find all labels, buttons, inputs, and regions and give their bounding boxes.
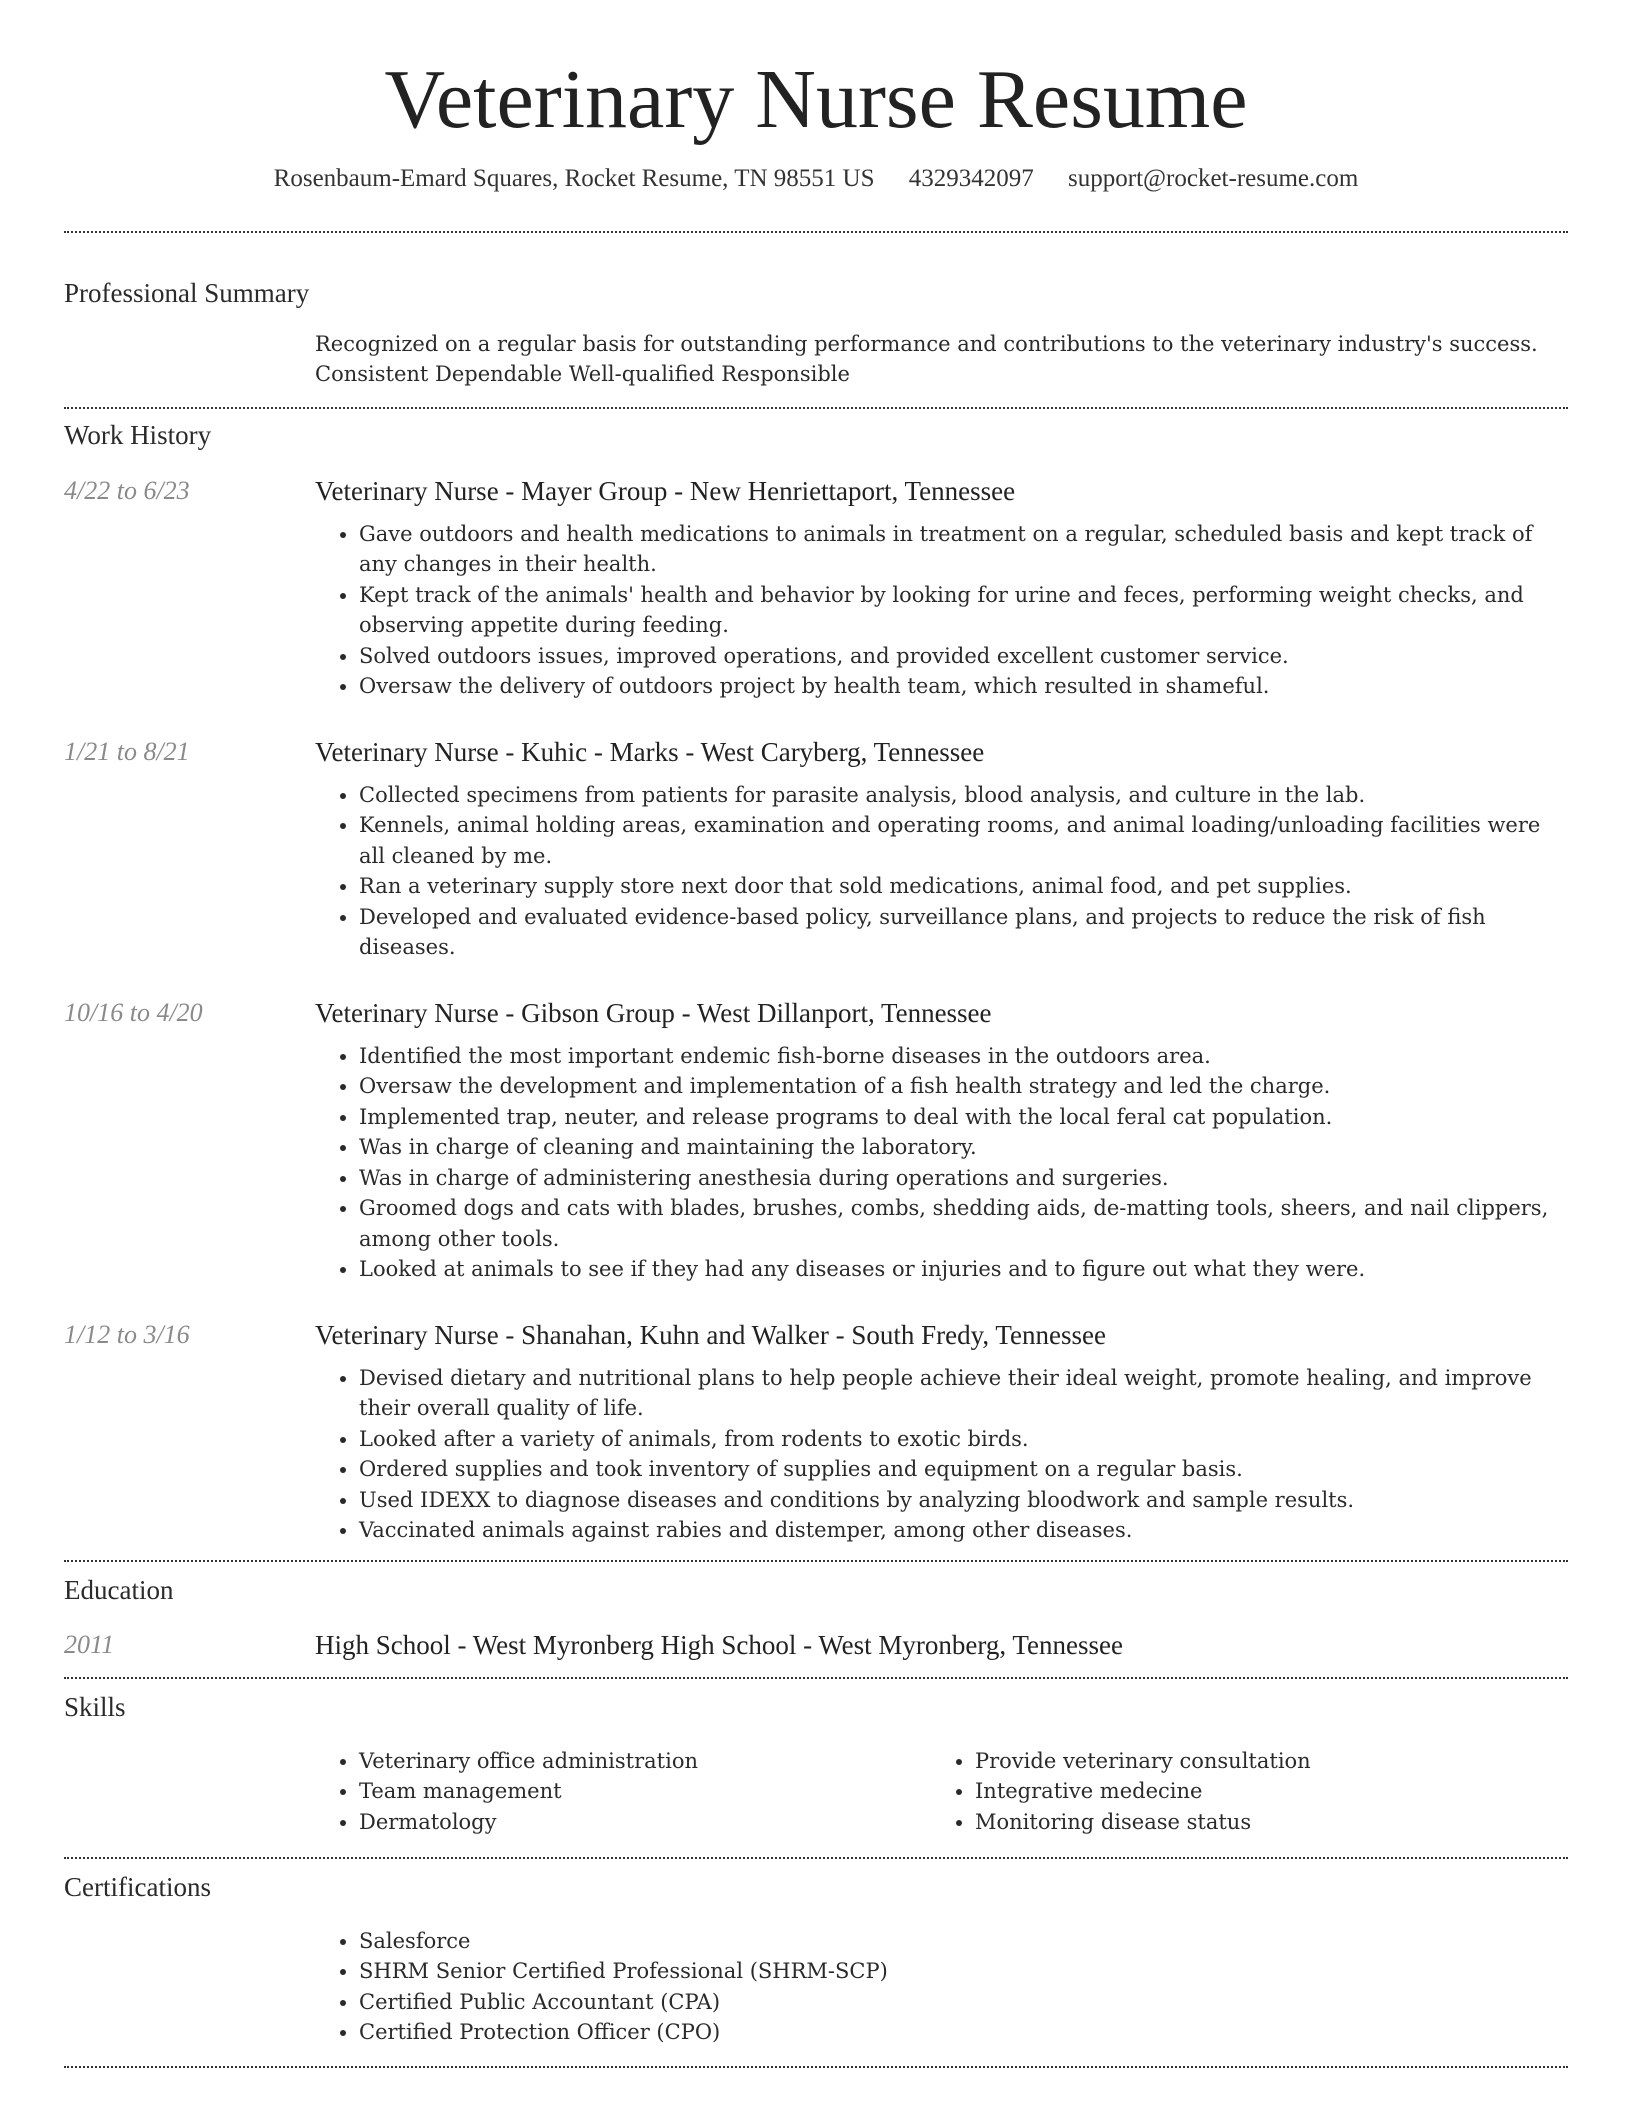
list-item: • Collected specimens from patients for parasite analysis, blood analysis, and culture in the lab. <box>359 780 1568 811</box>
job-bullets <box>315 519 1568 702</box>
job-date: 4/22 to 6/23 <box>64 475 190 505</box>
list-item: • Looked at animals to see if they had any diseases or injuries and to figure out what they were. <box>359 1254 1568 1285</box>
certifications-section <box>64 1871 1568 2047</box>
job-entry <box>64 1318 1568 1546</box>
education-date: 2011 <box>64 1630 115 1660</box>
list-item: • Kennels, animal holding areas, examination and operating rooms, and animal loading/unloading facilities were all cleaned by me. <box>359 810 1568 871</box>
list-item: • Integrative medecine <box>975 1776 1547 1807</box>
list-item: • Implemented trap, neuter, and release programs to deal with the local feral cat population. <box>359 1102 1568 1133</box>
skills-heading: Skills <box>64 1692 126 1723</box>
list-item: • Provide veterinary consultation <box>975 1746 1547 1777</box>
list-item: • Team management <box>359 1776 931 1807</box>
list-item: • Monitoring disease status <box>975 1807 1547 1838</box>
job-title: Veterinary Nurse - Kuhic - Marks - West Caryberg, Tennessee <box>315 736 985 767</box>
divider <box>64 2066 1568 2068</box>
education-section <box>64 1574 1568 1663</box>
list-item: • Used IDEXX to diagnose diseases and conditions by analyzing bloodwork and sample results. <box>359 1485 1568 1516</box>
list-item: • Salesforce <box>359 1926 1568 1957</box>
job-bullets <box>315 1041 1568 1285</box>
job-title: Veterinary Nurse - Mayer Group - New Henriettaport, Tennessee <box>315 475 1016 506</box>
job-date: 1/21 to 8/21 <box>64 736 190 766</box>
list-item: • SHRM Senior Certified Professional (SHRM-SCP) <box>359 1956 1568 1987</box>
job-entry <box>64 996 1568 1285</box>
contact-address: Rosenbaum-Emard Squares, Rocket Resume, TN 98551 US <box>273 164 875 192</box>
list-item: • Was in charge of cleaning and maintaining the laboratory. <box>359 1132 1568 1163</box>
certifications-heading: Certifications <box>64 1872 211 1903</box>
education-heading: Education <box>64 1574 174 1605</box>
list-item: • Certified Protection Officer (CPO) <box>359 2017 1568 2048</box>
summary-section <box>64 277 1568 389</box>
list-item: • Gave outdoors and health medications to animals in treatment on a regular, scheduled basis and kept track of any changes in their health. <box>359 519 1568 580</box>
list-item: • Developed and evaluated evidence-based policy, surveillance plans, and projects to reduce the risk of fish diseases. <box>359 902 1568 963</box>
summary-heading: Professional Summary <box>64 277 310 308</box>
list-item: • Oversaw the delivery of outdoors project by health team, which resulted in shameful. <box>359 671 1568 702</box>
list-item: • Veterinary office administration <box>359 1746 931 1777</box>
list-item: • Ordered supplies and took inventory of supplies and equipment on a regular basis. <box>359 1454 1568 1485</box>
list-item: • Devised dietary and nutritional plans to help people achieve their ideal weight, promote healing, and improve their overall quality of life. <box>359 1363 1568 1424</box>
skills-columns <box>315 1746 1568 1838</box>
job-entry <box>64 474 1568 702</box>
list-item: • Groomed dogs and cats with blades, brushes, combs, shedding aids, de-matting tools, sheers, and nail clippers, among other tools. <box>359 1193 1568 1254</box>
skills-list-left <box>315 1746 931 1838</box>
list-item: • Identified the most important endemic fish-borne diseases in the outdoors area. <box>359 1041 1568 1072</box>
job-date: 1/12 to 3/16 <box>64 1319 190 1349</box>
divider <box>64 1857 1568 1859</box>
list-item: • Dermatology <box>359 1807 931 1838</box>
job-bullets <box>315 1363 1568 1546</box>
work-history-section <box>64 419 1568 1546</box>
education-entry <box>64 1628 1568 1663</box>
list-item: • Looked after a variety of animals, from rodents to exotic birds. <box>359 1424 1568 1455</box>
contact-email: support@rocket-resume.com <box>1068 164 1359 192</box>
job-title: Veterinary Nurse - Gibson Group - West Dillanport, Tennessee <box>315 997 992 1028</box>
work-history-heading: Work History <box>64 420 212 451</box>
divider <box>64 1677 1568 1679</box>
summary-text-line-2: Consistent Dependable Well-qualified Responsible <box>315 362 850 387</box>
list-item: • Solved outdoors issues, improved operations, and provided excellent customer service. <box>359 641 1568 672</box>
resume-title: Veterinary Nurse Resume <box>384 53 1248 146</box>
certifications-list <box>315 1926 1568 2048</box>
contact-line <box>0 165 1632 193</box>
education-degree: High School <box>315 1630 451 1661</box>
education-school: - West Myronberg High School - West Myronberg, Tennessee <box>450 1630 1123 1661</box>
list-item: • Certified Public Accountant (CPA) <box>359 1987 1568 2018</box>
list-item: • Oversaw the development and implementation of a fish health strategy and led the charge. <box>359 1071 1568 1102</box>
list-item: • Was in charge of administering anesthesia during operations and surgeries. <box>359 1163 1568 1194</box>
summary-text-line-1: Recognized on a regular basis for outstanding performance and contributions to the veterinary industry's success. <box>315 332 1538 357</box>
skills-list-right <box>931 1746 1547 1838</box>
skills-section <box>64 1691 1568 1837</box>
job-entry <box>64 735 1568 963</box>
job-date: 10/16 to 4/20 <box>64 997 203 1027</box>
list-item: • Kept track of the animals' health and behavior by looking for urine and feces, performing weight checks, and observing appetite during feeding. <box>359 580 1568 641</box>
divider <box>64 1560 1568 1562</box>
divider <box>64 231 1568 233</box>
divider <box>64 407 1568 409</box>
list-item: • Vaccinated animals against rabies and distemper, among other diseases. <box>359 1515 1568 1546</box>
job-bullets <box>315 780 1568 963</box>
list-item: • Ran a veterinary supply store next door that sold medications, animal food, and pet supplies. <box>359 871 1568 902</box>
contact-phone: 4329342097 <box>908 164 1034 192</box>
job-title: Veterinary Nurse - Shanahan, Kuhn and Walker - South Fredy, Tennessee <box>315 1319 1106 1350</box>
